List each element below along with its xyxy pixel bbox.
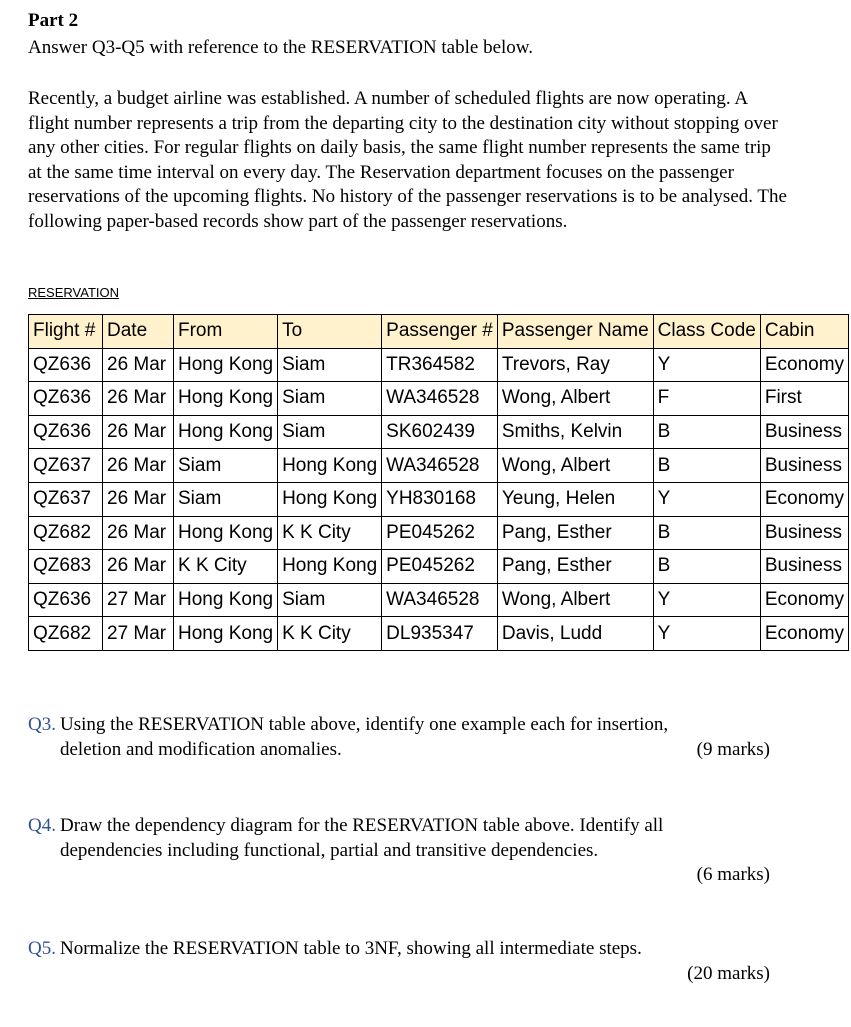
cell-class-code: Y [653, 617, 760, 651]
cell-passenger-no: WA346528 [382, 382, 498, 416]
table-row [29, 583, 849, 617]
cell-passenger-name: Wong, Albert [497, 382, 653, 416]
cell-from: Siam [174, 449, 278, 483]
cell-date: 26 Mar [103, 382, 174, 416]
cell-to: Hong Kong [278, 550, 382, 584]
cell-passenger-name: Pang, Esther [497, 516, 653, 550]
cell-class-code: B [653, 415, 760, 449]
cell-class-code: B [653, 550, 760, 584]
cell-date: 26 Mar [103, 482, 174, 516]
cell-class-code: Y [653, 348, 760, 382]
cell-to: Hong Kong [278, 482, 382, 516]
cell-cabin: Business [760, 449, 848, 483]
cell-passenger-no: YH830168 [382, 482, 498, 516]
cell-from: Hong Kong [174, 617, 278, 651]
cell-from: Hong Kong [174, 415, 278, 449]
instruction-text: Answer Q3-Q5 with reference to the RESERVATION table below. [28, 37, 534, 58]
table-row [29, 617, 849, 651]
cell-cabin: First [760, 382, 848, 416]
cell-passenger-name: Wong, Albert [497, 583, 653, 617]
cell-passenger-name: Smiths, Kelvin [497, 415, 653, 449]
question-3-text-line2: deletion and modification anomalies. [60, 738, 342, 760]
cell-cabin: Economy [760, 482, 848, 516]
table-row [29, 449, 849, 483]
cell-from: Hong Kong [174, 348, 278, 382]
cell-passenger-no: WA346528 [382, 583, 498, 617]
header-passenger-no: Passenger # [382, 315, 498, 349]
cell-passenger-no: PE045262 [382, 516, 498, 550]
table-row [29, 550, 849, 584]
cell-class-code: F [653, 382, 760, 416]
cell-flight: QZ683 [29, 550, 103, 584]
cell-passenger-no: PE045262 [382, 550, 498, 584]
cell-passenger-name: Davis, Ludd [497, 617, 653, 651]
question-4-marks: (6 marks) [696, 864, 770, 885]
reservation-table [28, 314, 849, 651]
table-caption: RESERVATION [28, 285, 120, 300]
cell-flight: QZ682 [29, 617, 103, 651]
cell-date: 27 Mar [103, 617, 174, 651]
question-4-text-line1: Draw the dependency diagram for the RESERVATION table above. Identify all [60, 815, 664, 836]
header-class-code: Class Code [653, 315, 760, 349]
cell-cabin: Business [760, 550, 848, 584]
cell-passenger-name: Pang, Esther [497, 550, 653, 584]
cell-date: 26 Mar [103, 415, 174, 449]
cell-from: Hong Kong [174, 516, 278, 550]
cell-to: Siam [278, 382, 382, 416]
cell-class-code: Y [653, 482, 760, 516]
table-body [29, 348, 849, 650]
cell-cabin: Economy [760, 348, 848, 382]
cell-flight: QZ637 [29, 482, 103, 516]
cell-flight: QZ636 [29, 415, 103, 449]
cell-from: Hong Kong [174, 583, 278, 617]
cell-cabin: Economy [760, 617, 848, 651]
question-3-number: Q3. [28, 714, 56, 735]
header-passenger-name: Passenger Name [497, 315, 653, 349]
cell-passenger-no: WA346528 [382, 449, 498, 483]
question-4 [28, 814, 770, 888]
cell-date: 26 Mar [103, 516, 174, 550]
cell-to: Hong Kong [278, 449, 382, 483]
cell-class-code: B [653, 449, 760, 483]
cell-passenger-no: SK602439 [382, 415, 498, 449]
cell-date: 26 Mar [103, 449, 174, 483]
part-title: Part 2 [28, 10, 79, 31]
cell-from: Siam [174, 482, 278, 516]
question-3 [28, 713, 770, 762]
cell-date: 26 Mar [103, 348, 174, 382]
cell-passenger-no: DL935347 [382, 617, 498, 651]
cell-from: K K City [174, 550, 278, 584]
header-flight: Flight # [29, 315, 103, 349]
question-3-text-line1: Using the RESERVATION table above, identify one example each for insertion, [60, 714, 669, 735]
cell-date: 27 Mar [103, 583, 174, 617]
cell-cabin: Business [760, 516, 848, 550]
cell-passenger-name: Yeung, Helen [497, 482, 653, 516]
header-cabin: Cabin [760, 315, 848, 349]
question-4-number: Q4. [28, 815, 56, 836]
cell-flight: QZ637 [29, 449, 103, 483]
header-from: From [174, 315, 278, 349]
table-row [29, 348, 849, 382]
cell-cabin: Business [760, 415, 848, 449]
question-4-text-line2: dependencies including functional, partial and transitive dependencies. [60, 839, 599, 861]
cell-passenger-name: Trevors, Ray [497, 348, 653, 382]
cell-class-code: Y [653, 583, 760, 617]
cell-cabin: Economy [760, 583, 848, 617]
table-row [29, 482, 849, 516]
cell-passenger-no: TR364582 [382, 348, 498, 382]
table-header-row [29, 315, 849, 349]
cell-to: Siam [278, 583, 382, 617]
table-row [29, 516, 849, 550]
question-5-text-line1: Normalize the RESERVATION table to 3NF, showing all intermediate steps. [60, 938, 642, 959]
cell-class-code: B [653, 516, 760, 550]
intro-paragraph: Recently, a budget airline was established. A number of scheduled flights are now operating. A flight number represents a trip from the departing city to the destination city without stopping over any other cities. For regular flights on daily basis, the same flight number represents the same trip at the same time interval on every day. The Reservation department focuses on the passenger reservations of the upcoming flights. No history of the passenger reservations is to be analysed. The following paper-based records show part of the passenger reservations. [28, 88, 787, 232]
cell-from: Hong Kong [174, 382, 278, 416]
cell-to: K K City [278, 617, 382, 651]
cell-passenger-name: Wong, Albert [497, 449, 653, 483]
cell-flight: QZ636 [29, 583, 103, 617]
table-row [29, 415, 849, 449]
header-to: To [278, 315, 382, 349]
cell-date: 26 Mar [103, 550, 174, 584]
cell-to: Siam [278, 348, 382, 382]
question-5-marks: (20 marks) [687, 962, 770, 984]
table-row [29, 382, 849, 416]
question-3-marks: (9 marks) [696, 738, 770, 760]
cell-flight: QZ682 [29, 516, 103, 550]
cell-flight: QZ636 [29, 382, 103, 416]
cell-to: K K City [278, 516, 382, 550]
header-date: Date [103, 315, 174, 349]
cell-to: Siam [278, 415, 382, 449]
question-5-number: Q5. [28, 938, 56, 959]
question-5 [28, 937, 770, 986]
cell-flight: QZ636 [29, 348, 103, 382]
